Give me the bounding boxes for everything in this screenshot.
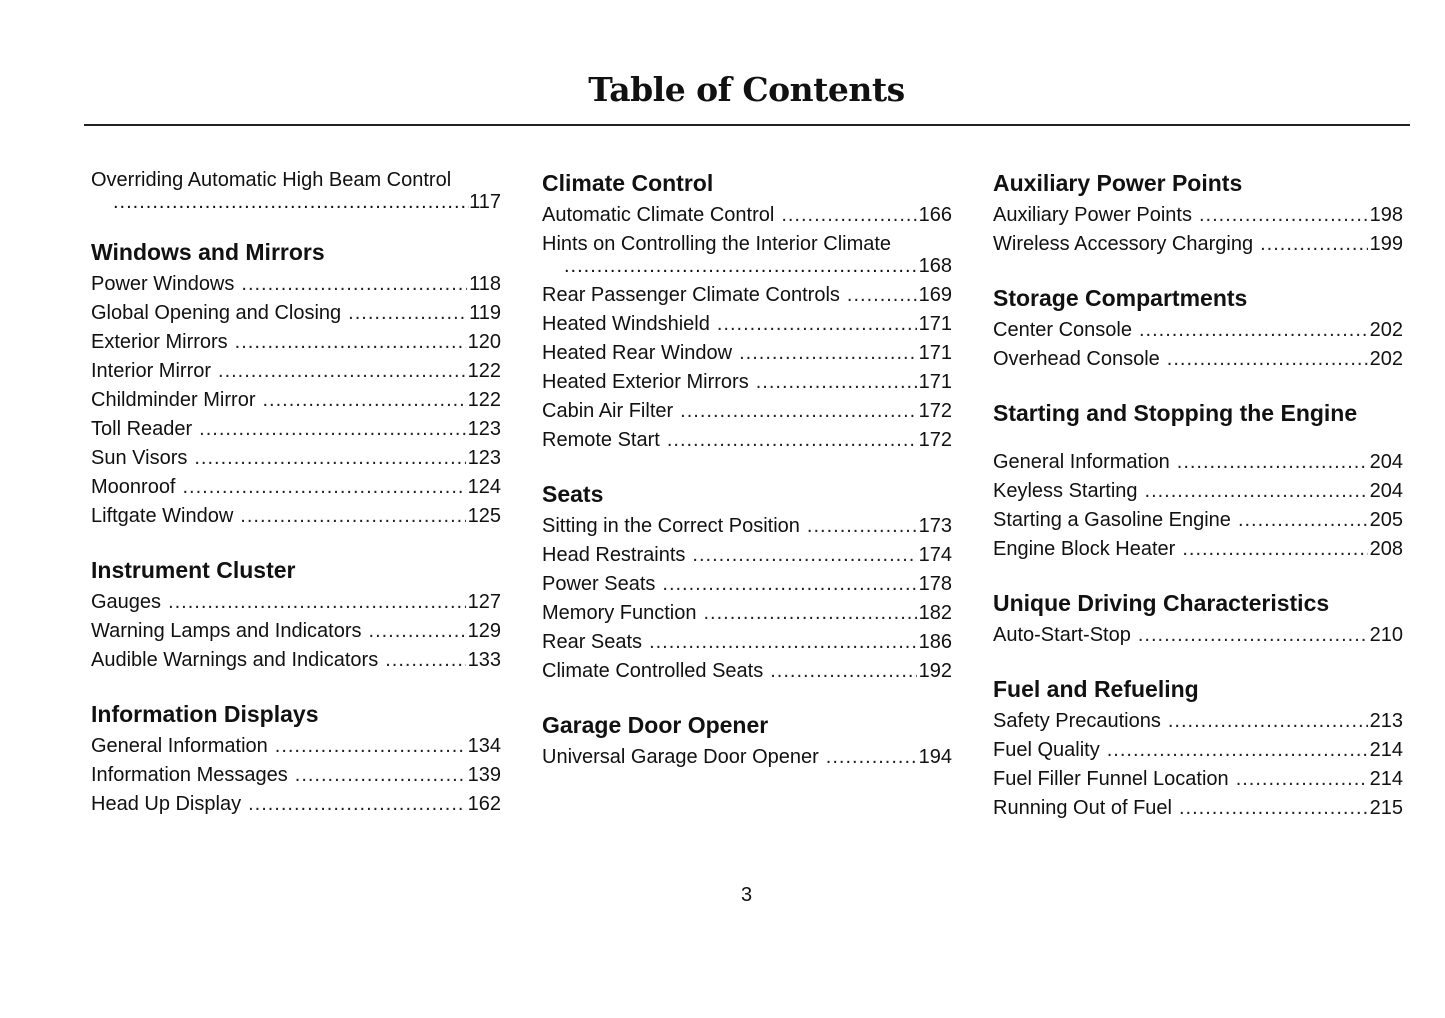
toc-entry[interactable] xyxy=(91,328,501,357)
leader-dots xyxy=(385,646,465,675)
section-heading: Auxiliary Power Points xyxy=(993,170,1243,196)
toc-entry-label: Rear Passenger Climate Controls xyxy=(542,284,840,306)
leader-dots xyxy=(781,201,916,230)
toc-entry[interactable] xyxy=(91,732,501,761)
toc-entry-label: General Information xyxy=(91,735,268,757)
toc-entry-label: Cabin Air Filter xyxy=(542,400,674,422)
toc-entry[interactable] xyxy=(993,477,1403,506)
toc-entry-page: 127 xyxy=(467,591,501,613)
toc-entry-page: 204 xyxy=(1369,480,1403,502)
toc-entry[interactable] xyxy=(993,765,1403,794)
toc-entry[interactable] xyxy=(542,281,952,310)
toc-entry-page: 202 xyxy=(1369,348,1403,370)
toc-entry-page: 124 xyxy=(467,476,501,498)
toc-entry[interactable] xyxy=(993,736,1403,765)
toc-entry-page: 134 xyxy=(467,735,501,757)
toc-entry-page: 118 xyxy=(469,273,501,295)
toc-entry-page: 171 xyxy=(918,342,952,364)
toc-entry[interactable] xyxy=(993,201,1403,230)
leader-dots xyxy=(826,743,917,772)
toc-entry[interactable] xyxy=(542,570,952,599)
toc-entry[interactable] xyxy=(993,506,1403,535)
leader-dots xyxy=(649,628,917,657)
toc-entry-label: Fuel Filler Funnel Location xyxy=(993,768,1229,790)
toc-entry[interactable] xyxy=(542,339,952,368)
toc-entry-label: Keyless Starting xyxy=(993,480,1138,502)
toc-entry-label: Remote Start xyxy=(542,429,660,451)
toc-entry-page: 117 xyxy=(469,191,501,213)
toc-entry[interactable] xyxy=(542,657,952,686)
toc-entry[interactable] xyxy=(542,230,952,277)
toc-entry-label: Fuel Quality xyxy=(993,739,1100,761)
toc-entry[interactable] xyxy=(91,646,501,675)
toc-column-2 xyxy=(542,166,952,796)
section-heading: Storage Compartments xyxy=(993,285,1248,311)
toc-entry[interactable] xyxy=(993,621,1403,650)
toc-entry-page: 213 xyxy=(1369,710,1403,732)
leader-dots xyxy=(667,426,917,455)
leader-dots xyxy=(1199,201,1368,230)
leader-dots xyxy=(1138,621,1368,650)
toc-entry-page: 119 xyxy=(469,302,501,324)
toc-entry-label: Global Opening and Closing xyxy=(91,302,342,324)
toc-entry-page: 166 xyxy=(918,204,952,226)
toc-entry-page: 210 xyxy=(1369,624,1403,646)
leader-dots xyxy=(240,502,465,531)
toc-entry[interactable] xyxy=(993,345,1403,374)
toc-entry[interactable] xyxy=(542,310,952,339)
section-heading: Windows and Mirrors xyxy=(91,239,325,265)
toc-entry-label: Audible Warnings and Indicators xyxy=(91,649,379,671)
toc-entry-label: Wireless Accessory Charging xyxy=(993,233,1254,255)
leader-dots xyxy=(262,386,465,415)
toc-entry[interactable] xyxy=(91,444,501,473)
toc-section-information-displays xyxy=(91,699,501,819)
toc-entry-page: 178 xyxy=(918,573,952,595)
leader-dots xyxy=(295,761,466,790)
toc-entry[interactable] xyxy=(993,230,1403,259)
toc-entry-page: 192 xyxy=(918,660,952,682)
toc-entry-page: 122 xyxy=(467,389,501,411)
section-heading: Unique Driving Characteristics xyxy=(993,590,1330,616)
toc-section-storage-compartments xyxy=(993,283,1403,374)
toc-entry-page: 139 xyxy=(467,764,501,786)
section-heading: Fuel and Refueling xyxy=(993,676,1199,702)
toc-entry-page: 214 xyxy=(1369,768,1403,790)
leader-dots xyxy=(248,790,466,819)
toc-entry[interactable] xyxy=(542,628,952,657)
leader-dots xyxy=(1107,736,1368,765)
toc-entry-label: Head Up Display xyxy=(91,793,242,815)
toc-entry-label: Heated Exterior Mirrors xyxy=(542,371,749,393)
toc-entry-page: 173 xyxy=(918,515,952,537)
toc-entry-label: Interior Mirror xyxy=(91,360,212,382)
toc-entry-page: 198 xyxy=(1369,204,1403,226)
toc-entry-label: Gauges xyxy=(91,591,162,613)
toc-entry-label: Power Seats xyxy=(542,573,656,595)
leader-dots xyxy=(235,328,466,357)
toc-entry-label: Safety Precautions xyxy=(993,710,1161,732)
toc-entry-page: 171 xyxy=(918,371,952,393)
leader-dots xyxy=(194,444,465,473)
toc-entry-page: 120 xyxy=(467,331,501,353)
toc-entry[interactable] xyxy=(91,588,501,617)
leader-dots xyxy=(704,599,917,628)
toc-section-climate-control xyxy=(542,168,952,455)
leader-dots xyxy=(1238,506,1368,535)
toc-entry[interactable] xyxy=(91,502,501,531)
toc-entry-label: Heated Windshield xyxy=(542,313,710,335)
toc-entry-label: Exterior Mirrors xyxy=(91,331,228,353)
leader-dots xyxy=(275,732,466,761)
leader-dots xyxy=(348,299,467,328)
leader-dots xyxy=(1182,535,1367,564)
section-heading: Garage Door Opener xyxy=(542,712,769,738)
leader-dots xyxy=(241,270,467,299)
toc-entry-label: Memory Function xyxy=(542,602,697,624)
leader-dots xyxy=(717,310,917,339)
leader-dots xyxy=(218,357,466,386)
toc-entry-page: 214 xyxy=(1369,739,1403,761)
toc-entry-label: Sun Visors xyxy=(91,447,188,469)
toc-entry-label: Heated Rear Window xyxy=(542,342,733,364)
title-divider xyxy=(84,124,1410,126)
toc-entry-label: Center Console xyxy=(993,319,1132,341)
toc-entry[interactable] xyxy=(542,201,952,230)
toc-section-windows-and-mirrors xyxy=(91,237,501,531)
leader-dots xyxy=(183,473,466,502)
toc-entry-label: Information Messages xyxy=(91,764,288,786)
leader-dots xyxy=(1260,230,1368,259)
section-heading: Seats xyxy=(542,481,604,507)
toc-entry-page: 194 xyxy=(918,746,952,768)
toc-entry-page: 208 xyxy=(1369,538,1403,560)
section-heading: Starting and Stopping the Engine xyxy=(993,400,1358,426)
toc-entry[interactable] xyxy=(542,512,952,541)
toc-entry-label: Liftgate Window xyxy=(91,505,234,527)
toc-entry[interactable] xyxy=(91,761,501,790)
toc-section-fuel-and-refueling xyxy=(993,674,1403,823)
leader-dots xyxy=(1177,448,1368,477)
leader-dots xyxy=(1168,707,1368,736)
toc-entry-page: 171 xyxy=(918,313,952,335)
toc-entry[interactable] xyxy=(91,790,501,819)
toc-entry-label: Universal Garage Door Opener xyxy=(542,746,819,768)
leader-dots xyxy=(662,570,916,599)
toc-entry-page: 205 xyxy=(1369,509,1403,531)
toc-entry[interactable] xyxy=(91,617,501,646)
toc-entry[interactable] xyxy=(91,166,501,213)
toc-entry-label: Head Restraints xyxy=(542,544,686,566)
toc-entry[interactable] xyxy=(542,599,952,628)
toc-column-1 xyxy=(91,166,501,843)
toc-entry[interactable] xyxy=(993,794,1403,823)
toc-entry-label: Moonroof xyxy=(91,476,176,498)
toc-section xyxy=(91,166,501,213)
toc-entry[interactable] xyxy=(993,707,1403,736)
toc-entry-page: 133 xyxy=(467,649,501,671)
toc-entry-page: 204 xyxy=(1369,451,1403,473)
toc-entry-label: Overriding Automatic High Beam Control xyxy=(91,169,452,191)
toc-entry-label: Auxiliary Power Points xyxy=(993,204,1192,226)
toc-entry[interactable] xyxy=(91,299,501,328)
leader-dots xyxy=(770,657,916,686)
toc-entry[interactable] xyxy=(542,368,952,397)
leader-dots xyxy=(199,415,465,444)
toc-entry-label: Childminder Mirror xyxy=(91,389,256,411)
leader-dots xyxy=(564,259,919,273)
toc-entry-page: 172 xyxy=(918,429,952,451)
toc-entry-page: 199 xyxy=(1369,233,1403,255)
toc-section-starting-and-stopping-the-engine xyxy=(993,398,1403,564)
toc-entry-page: 215 xyxy=(1369,797,1403,819)
toc-entry-page: 122 xyxy=(467,360,501,382)
toc-section-unique-driving-characteristics xyxy=(993,588,1403,650)
toc-entry-label: Starting a Gasoline Engine xyxy=(993,509,1231,531)
toc-entry-label: Climate Controlled Seats xyxy=(542,660,764,682)
leader-dots xyxy=(1139,316,1368,345)
toc-entry[interactable] xyxy=(993,535,1403,564)
leader-dots xyxy=(1236,765,1368,794)
toc-entry[interactable] xyxy=(91,357,501,386)
leader-dots xyxy=(847,281,917,310)
leader-dots xyxy=(756,368,917,397)
toc-entry[interactable] xyxy=(91,270,501,299)
leader-dots xyxy=(1167,345,1368,374)
toc-section-instrument-cluster xyxy=(91,555,501,675)
toc-entry-label: Toll Reader xyxy=(91,418,193,440)
leader-dots xyxy=(739,339,917,368)
toc-section-auxiliary-power-points xyxy=(993,168,1403,259)
toc-entry-label: Power Windows xyxy=(91,273,235,295)
page-title: Table of Contents xyxy=(588,70,905,109)
toc-entry-label: Automatic Climate Control xyxy=(542,204,775,226)
leader-dots xyxy=(680,397,916,426)
toc-section-garage-door-opener xyxy=(542,710,952,772)
leader-dots xyxy=(369,617,466,646)
toc-entry-label: Rear Seats xyxy=(542,631,643,653)
leader-dots xyxy=(1145,477,1368,506)
section-heading: Instrument Cluster xyxy=(91,557,296,583)
toc-entry[interactable] xyxy=(993,448,1403,477)
toc-column-3 xyxy=(993,166,1403,847)
leader-dots xyxy=(692,541,916,570)
toc-entry-page: 172 xyxy=(918,400,952,422)
section-heading: Information Displays xyxy=(91,701,319,727)
toc-entry-page: 174 xyxy=(918,544,952,566)
toc-entry-page: 182 xyxy=(918,602,952,624)
toc-entry-page: 202 xyxy=(1369,319,1403,341)
toc-entry-page: 125 xyxy=(467,505,501,527)
toc-entry[interactable] xyxy=(993,316,1403,345)
toc-entry-label: General Information xyxy=(993,451,1170,473)
toc-entry[interactable] xyxy=(91,386,501,415)
toc-entry[interactable] xyxy=(91,415,501,444)
toc-entry-page: 186 xyxy=(918,631,952,653)
toc-entry-label: Warning Lamps and Indicators xyxy=(91,620,362,642)
leader-dots xyxy=(168,588,466,617)
leader-dots xyxy=(807,512,917,541)
toc-entry-page: 123 xyxy=(467,447,501,469)
toc-entry-label: Sitting in the Correct Position xyxy=(542,515,800,537)
toc-entry[interactable] xyxy=(542,541,952,570)
toc-section-seats xyxy=(542,479,952,686)
toc-entry-page: 169 xyxy=(918,284,952,306)
toc-entry-page: 123 xyxy=(467,418,501,440)
toc-entry[interactable] xyxy=(91,473,501,502)
toc-entry-label: Running Out of Fuel xyxy=(993,797,1172,819)
leader-dots xyxy=(1179,794,1368,823)
toc-entry-label: Hints on Controlling the Interior Climate xyxy=(542,233,892,255)
toc-entry-label: Engine Block Heater xyxy=(993,538,1176,560)
toc-entry[interactable] xyxy=(542,743,952,772)
section-heading: Climate Control xyxy=(542,170,714,196)
toc-entry-label: Auto-Start-Stop xyxy=(993,624,1131,646)
toc-entry-page: 162 xyxy=(467,793,501,815)
leader-dots xyxy=(113,195,469,209)
toc-entry[interactable] xyxy=(542,397,952,426)
toc-entry-label: Overhead Console xyxy=(993,348,1160,370)
toc-entry[interactable] xyxy=(542,426,952,455)
toc-entry-page: 129 xyxy=(467,620,501,642)
toc-entry-page: 168 xyxy=(918,255,952,277)
page-number: 3 xyxy=(740,884,753,906)
